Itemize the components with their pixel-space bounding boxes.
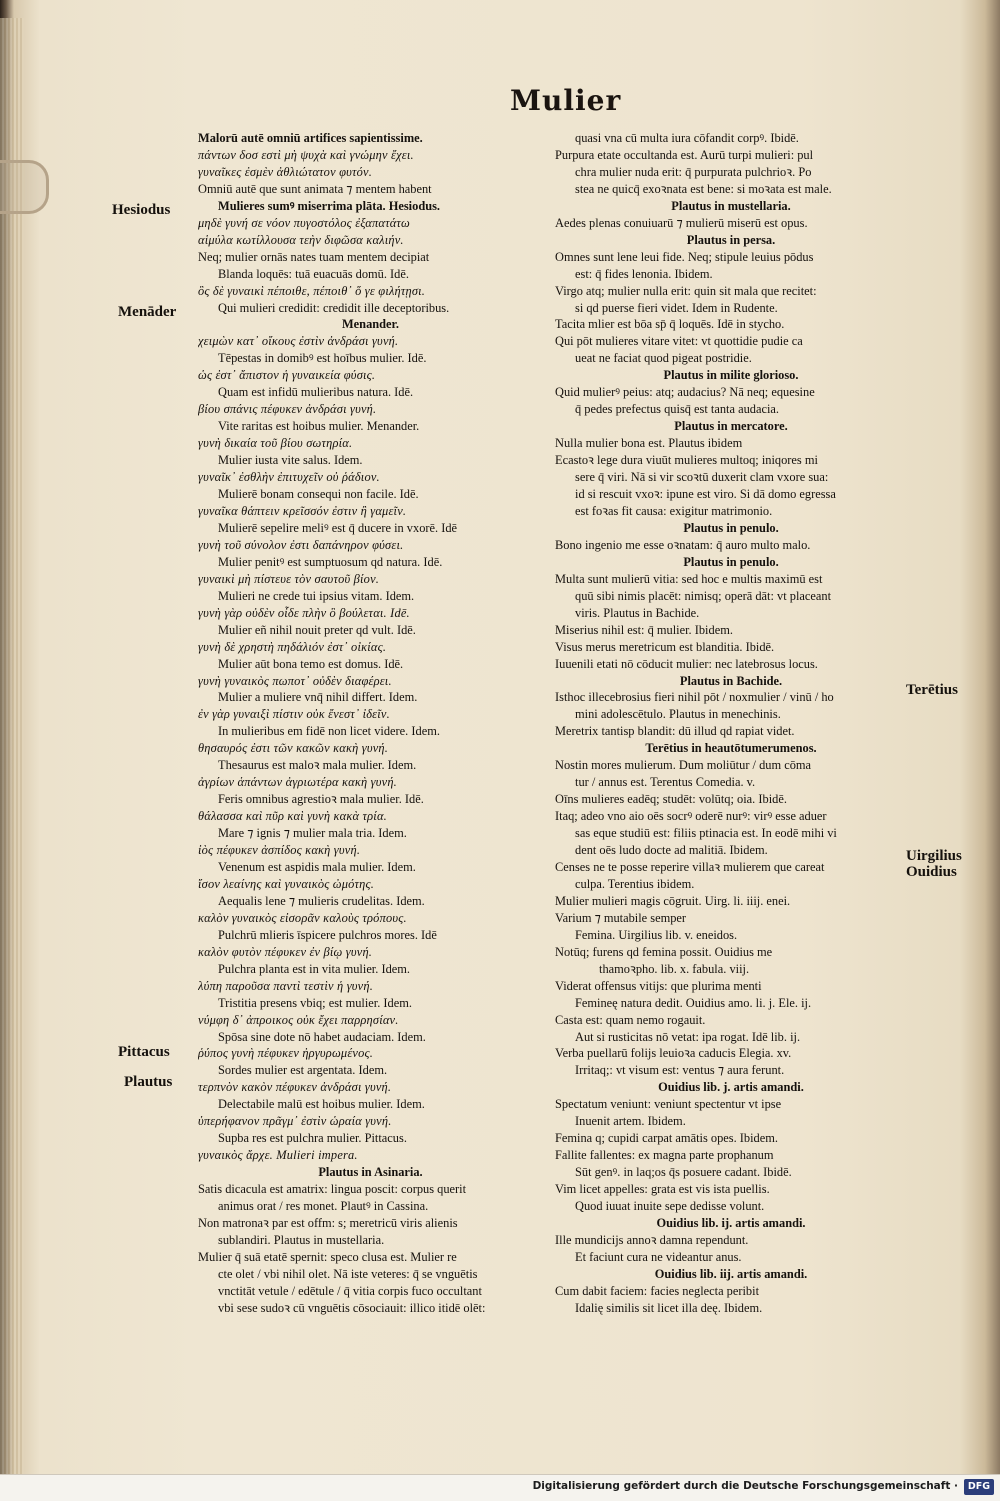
text-line: Mulierē bonam consequi non facile. Idē. bbox=[218, 487, 419, 502]
text-line: ἴσον λεαίνης καὶ γυναικὸς ὠμότης. bbox=[198, 876, 375, 891]
text-line: chra mulier nuda erit: q̄ purpurata pulchrioꝛ. Po bbox=[575, 164, 812, 179]
funding-credit: Digitalisierung gefördert durch die Deutsche Forschungsgemeinschaft · bbox=[532, 1480, 958, 1492]
text-line: Satis dicacula est amatrix: lingua poscit: corpus querit bbox=[198, 1182, 467, 1197]
right-text-column bbox=[555, 130, 907, 1317]
text-line: viris. Plautus in Bachide. bbox=[575, 605, 700, 620]
text-line: Pulchra planta est in vita mulier. Idem. bbox=[218, 961, 411, 976]
book-clasp bbox=[0, 160, 49, 214]
text-line: Tristitia presens vbiq; est mulier. Idem. bbox=[218, 995, 412, 1010]
text-line: Quid mulierꝰ peius: atq; audacius? Nā neq; equesine bbox=[555, 385, 815, 400]
text-line: γυναῖκ᾽ ἐσθλὴν ἐπιτυχεῖν οὐ ῥάδιον. bbox=[198, 470, 380, 485]
text-line: Delectabile malū est hoibus mulier. Idem. bbox=[218, 1097, 425, 1112]
text-line: Ouidius lib. j. artis amandi. bbox=[658, 1080, 804, 1095]
text-line: Mare ⁊ ignis ⁊ mulier mala tria. Idem. bbox=[218, 826, 407, 841]
text-line: Pulchrū mlieris īspicere pulchros mores. Idē bbox=[218, 927, 437, 942]
margin-name-virgilius: Uirgilius bbox=[906, 848, 962, 864]
text-line: γυνὴ γυναικὸς πωποτ᾽ οὐδὲν διαφέρει. bbox=[198, 673, 392, 688]
text-line: γυνὴ δὲ χρηστὴ πηδάλιόν ἐστ᾽ οἰκίας. bbox=[198, 639, 387, 654]
text-line: Irritaq;: vt visum est: ventus ⁊ aura ferunt. bbox=[575, 1063, 785, 1078]
text-line: ῥύπος γυνὴ πέφυκεν ἠργυρωμένος. bbox=[198, 1046, 374, 1061]
text-line: θησαυρός ἐστι τῶν κακῶν κακὴ γυνή. bbox=[198, 741, 389, 756]
digitization-footer bbox=[0, 1474, 1000, 1501]
dfg-logo: DFG bbox=[964, 1479, 994, 1495]
text-line: Iuuenili etati nō cōducit mulier: nec latebrosus locus. bbox=[555, 656, 818, 671]
text-line: Non matronaꝛ par est offm: s; meretricū viris alienis bbox=[198, 1216, 458, 1230]
text-line: Quam est infidū mulieribus natura. Idē. bbox=[218, 385, 414, 400]
text-line: In mulieribus em fidē non licet videre. Idem. bbox=[218, 724, 440, 739]
text-line: Plautus in penulo. bbox=[683, 554, 779, 569]
text-line: Femineę natura dedit. Ouidius amo. li. j. Ele. ij. bbox=[575, 995, 812, 1010]
text-line: q̄ pedes prefectus quisq̄ est tanta audacia. bbox=[575, 402, 780, 417]
text-line: ἀγρίων ἁπάντων ἀγριωτέρα κακὴ γυνή. bbox=[198, 775, 397, 790]
text-line: Mulier aūt bona temo est domus. Idē. bbox=[218, 656, 404, 671]
text-line: cte olet / vbi nihil olet. Nā iste veteres: q̄ se vnguētis bbox=[218, 1266, 478, 1281]
text-line: Varium ⁊ mutabile semper bbox=[555, 910, 687, 925]
text-line: tur / annus est. Terentus Comedia. v. bbox=[575, 775, 756, 790]
text-line: Sordes mulier est argentata. Idem. bbox=[218, 1063, 388, 1078]
text-line: vnctitāt vetule / edētule / q̄ vitia corpis fuco occultant bbox=[218, 1283, 482, 1298]
text-line: Mulierē sepelire meliꝰ est q̄ ducere in vxorē. Idē bbox=[218, 520, 458, 535]
text-line: Neq; mulier ornās nates tuam mentem decipiat bbox=[198, 249, 430, 264]
text-line: Aequalis lene ⁊ mulieris crudelitas. Idem. bbox=[218, 893, 425, 908]
text-line: Itaq; adeo vno aio oēs socrꝰ oderē nurꝰ: virꝰ esse aduer bbox=[555, 809, 827, 824]
text-line: Plautus in milite glorioso. bbox=[663, 368, 799, 383]
text-line: Mulier q̄ suā etatē spernit: speco clusa est. Mulier re bbox=[198, 1249, 457, 1264]
text-line: Mulier iusta vite salus. Idem. bbox=[218, 453, 363, 468]
text-line: id si rescuit vxoꝛ: ipune est viro. Si dā domo egressa bbox=[575, 487, 836, 502]
text-line: Aedes plenas conuiuarū ⁊ mulierū miserū est opus. bbox=[555, 215, 808, 230]
text-line: μηδὲ γυνή σε νόον πυγοστόλος ἐξαπατάτω bbox=[198, 215, 411, 230]
text-line: αἱμύλα κωτίλλουσα τεὴν διφῶσα καλιήν. bbox=[198, 232, 404, 247]
text-line: est foꝛas fit causa: exigitur matrimonio. bbox=[575, 503, 773, 518]
page-edges bbox=[0, 18, 24, 1478]
left-text-column bbox=[198, 130, 543, 1317]
text-line: Ille mundicijs annoꝛ damna rependunt. bbox=[555, 1232, 749, 1247]
text-line: Virgo atq; mulier nulla erit: quin sit mala que recitet: bbox=[555, 283, 817, 298]
text-line: Sūt genꝰ. in laq;os q̄s posuere cadant. Ibidē. bbox=[575, 1165, 792, 1180]
text-line: Plautus in persa. bbox=[686, 232, 776, 247]
text-line: Plautus in mustellaria. bbox=[671, 198, 791, 213]
text-line: mini adolescētulo. Plautus in menechinis. bbox=[575, 707, 781, 722]
text-line: Femina. Uirgilius lib. v. eneidos. bbox=[575, 927, 738, 942]
text-line: πάντων δοσ εστὶ μὴ ψυχὰ καὶ γνώμην ἔχει. bbox=[198, 147, 414, 162]
text-line: χειμὼν κατ᾽ οἴκους ἐστὶν ἀνδράσι γυνή. bbox=[198, 334, 399, 349]
text-line: Vim licet appelles: grata est vis ista puellis. bbox=[555, 1182, 770, 1197]
text-line: βίου σπάνις πέφυκεν ἀνδράσι γυνή. bbox=[198, 402, 377, 417]
text-line: Miserius nihil est: q̄ mulier. Ibidem. bbox=[555, 622, 733, 637]
text-line: γυνὴ γὰρ οὐδὲν οἶδε πλὴν ὃ βούλεται. Idē. bbox=[198, 605, 410, 620]
margin-name-pittacus: Pittacus bbox=[118, 1044, 170, 1060]
text-line: est: q̄ fides lenonia. Ibidem. bbox=[575, 266, 713, 281]
text-line: Feris omnibus agrestioꝛ mala mulier. Idē. bbox=[218, 792, 424, 807]
text-line: Bono ingenio me esse oꝛnatam: q̄ auro multo malo. bbox=[555, 537, 811, 552]
text-line: Spectatum veniunt: veniunt spectentur vt ipse bbox=[555, 1097, 782, 1112]
text-line: Spōsa sine dote nō habet audaciam. Idem. bbox=[218, 1029, 426, 1044]
text-line: Multa sunt mulierū vitia: sed hoc e multis maximū est bbox=[555, 571, 823, 586]
text-line: ὑπερήφανον πρᾶγμ᾽ ἐστὶν ὡραία γυνή. bbox=[198, 1114, 392, 1129]
text-line: Purpura etate occultanda est. Aurū turpi mulieri: pul bbox=[555, 147, 814, 162]
text-line: Viderat offensus vitijs: que plurima menti bbox=[555, 978, 762, 993]
text-line: Plautus in mercatore. bbox=[674, 419, 788, 434]
text-line: Qui pōt mulieres vitare vitet: vt quottidie pudie ca bbox=[555, 334, 803, 349]
text-line: Mulieri ne crede tui ipsius vitam. Idem. bbox=[218, 588, 415, 603]
text-line: Quod iuuat inuite sepe dedisse volunt. bbox=[575, 1199, 765, 1214]
text-line: Mulieres sumꝰ miserrima plāta. Hesiodus. bbox=[218, 198, 441, 213]
text-line: Venenum est aspidis mala mulier. Idem. bbox=[218, 859, 416, 874]
text-line: θάλασσα καὶ πῦρ καὶ γυνὴ κακὰ τρία. bbox=[198, 809, 387, 824]
text-line: quū sibi nimis placēt: nimisq; operā dāt: vt placeant bbox=[575, 588, 832, 603]
text-line: Plautus in penulo. bbox=[683, 520, 779, 535]
text-line: ἰὸς πέφυκεν ἀσπίδος κακὴ γυνή. bbox=[198, 843, 361, 858]
margin-name-menander: Menāder bbox=[118, 304, 177, 320]
text-line: animus orat / res monet. Plautꝰ in Cassina. bbox=[218, 1199, 429, 1214]
margin-name-hesiodus: Hesiodus bbox=[112, 202, 171, 218]
text-line: Nulla mulier bona est. Plautus ibidem bbox=[555, 436, 743, 451]
text-line: si qd puerse fieri videt. Idem in Rudente. bbox=[575, 300, 778, 315]
text-line: Aut si rusticitas nō vetat: ipa rogat. Idē lib. ij. bbox=[575, 1029, 801, 1044]
text-line: τερπνὸν κακὸν πέφυκεν ἀνδράσι γυνή. bbox=[198, 1080, 392, 1095]
text-line: Fallite fallentes: ex magna parte prophanum bbox=[555, 1148, 774, 1163]
text-line: Mulier mulieri magis cōgruit. Uirg. li. iiij. enei. bbox=[555, 893, 791, 908]
text-line: Notūq; furens qd femina possit. Ouidius me bbox=[555, 944, 773, 959]
text-line: γυναικὶ μὴ πίστευε τὸν σαυτοῦ βίον. bbox=[198, 571, 380, 586]
text-line: καλὸν γυναικὸς εἰσορᾶν καλοὺς τρόπους. bbox=[198, 910, 407, 925]
text-line: Censes ne te posse reperire villaꝛ mulierem que careat bbox=[555, 859, 825, 874]
text-line: ἐν γὰρ γυναιξὶ πίστιν οὐκ ἔνεστ᾽ ἰδεῖν. bbox=[198, 707, 390, 722]
text-line: Tēpestas in domibꝰ est hoībus mulier. Idē. bbox=[218, 351, 427, 366]
margin-name-terentius: Terētius bbox=[906, 682, 958, 698]
text-line: γυναικὸς ἄρχε. Mulieri impera. bbox=[198, 1148, 358, 1163]
text-line: Omnes sunt lene leui fide. Neq; stipule leuius pōdus bbox=[555, 249, 814, 264]
text-line: Isthoc illecebrosius fieri nihil pōt / noxmulier / vinū / ho bbox=[555, 690, 834, 705]
text-line: Ouidius lib. iij. artis amandi. bbox=[654, 1266, 808, 1281]
text-line: ueat ne faciat quod pigeat postridie. bbox=[575, 351, 752, 366]
text-line: culpa. Terentius ibidem. bbox=[575, 876, 695, 891]
margin-name-plautus: Plautus bbox=[124, 1074, 173, 1090]
text-line: Blanda loquēs: tuā euacuās domū. Idē. bbox=[218, 266, 409, 281]
text-line: Malorū autē omniū artifices sapientissime. bbox=[198, 131, 423, 145]
text-line: Mulier penitꝰ est sumptuosum qd natura. Idē. bbox=[218, 554, 443, 569]
text-line: Idalię similis sit licet illa deę. Ibidem. bbox=[575, 1300, 763, 1315]
text-line: dent oēs ludo docte ad malitiā. Ibidem. bbox=[575, 843, 768, 858]
text-line: νύμφη δ᾽ ἀπροικος οὐκ ἔχει παρρησίαν. bbox=[198, 1012, 399, 1027]
text-line: Cum dabit faciem: facies neglecta peribit bbox=[555, 1283, 760, 1298]
text-line: Mulier eñ nihil nouit preter qd vult. Idē. bbox=[218, 622, 416, 637]
page-headword: Mulier bbox=[510, 84, 622, 117]
text-line: γυνὴ δικαία τοῦ βίου σωτηρία. bbox=[198, 436, 353, 451]
text-line: vbi sese sudoꝛ cū vnguētis cōsociauit: illico itidē olēt: bbox=[218, 1300, 486, 1315]
text-line: Casta est: quam nemo rogauit. bbox=[555, 1012, 706, 1027]
text-line: ὡς ἐστ᾽ ἄπιστον ἡ γυναικεία φύσις. bbox=[198, 368, 376, 383]
text-line: Vite raritas est hoibus mulier. Menander. bbox=[218, 419, 420, 434]
margin-name-ovidius: Ouidius bbox=[906, 864, 957, 880]
text-line: sublandiri. Plautus in mustellaria. bbox=[218, 1232, 385, 1247]
show-through bbox=[140, 92, 280, 118]
text-line: stea ne quicq̄ exoꝛnata est bene: si moꝛata est male. bbox=[575, 181, 832, 196]
text-line: Menander. bbox=[341, 317, 400, 332]
text-line: Oīns mulieres eadēq; studēt: volūtq; oia. Ibidē. bbox=[555, 792, 787, 807]
text-line: γυνὴ τοῦ σύνολον ἐστι δαπάνηρον φύσει. bbox=[198, 537, 404, 552]
text-line: Inuenit artem. Ibidem. bbox=[575, 1114, 686, 1129]
text-line: Tacita mlier est bōa sp̄ q̄ loquēs. Idē in stycho. bbox=[555, 317, 785, 332]
text-line: καλὸν φυτὸν πέφυκεν ἐν βίῳ γυνή. bbox=[198, 944, 373, 959]
text-line: Qui mulieri credidit: credidit ille deceptoribus. bbox=[218, 300, 450, 315]
text-line: Nostin mores mulierum. Dum moliūtur / dum cōma bbox=[555, 758, 812, 773]
text-line: γυναῖκα θάπτειν κρεῖσσόν ἐστιν ἢ γαμεῖν. bbox=[198, 503, 407, 518]
text-line: sere q̄ viri. Nā si vir scoꝛtū duxerit clam vxore sua: bbox=[575, 470, 829, 485]
text-line: γυναῖκες ἐσμὲν ἀθλιώτατον φυτόν. bbox=[198, 164, 373, 179]
text-line: Mulier a muliere vnq̄ nihil differt. Idem. bbox=[218, 690, 418, 705]
text-line: quasi vna cū multa iura cōfandit corpꝰ. Ibidē. bbox=[575, 131, 799, 145]
text-line: sas eque studiū est: filiis ptinacia est. In eodē mihi vi bbox=[575, 826, 837, 841]
text-line: thamoꝛpho. lib. x. fabula. viij. bbox=[599, 961, 750, 976]
text-line: Omniū autē que sunt animata ⁊ mentem habent bbox=[198, 181, 432, 196]
text-line: Plautus in Asinaria. bbox=[318, 1165, 423, 1180]
text-line: Plautus in Bachide. bbox=[679, 673, 783, 688]
text-line: ὃς δὲ γυναικὶ πέποιθε, πέποιθ᾽ ὅ γε φιλήτῃσι. bbox=[198, 283, 426, 298]
text-line: λύπη παροῦσα παντὶ τεστὶν ἡ γυνή. bbox=[198, 978, 374, 993]
text-line: Ecastoꝛ lege dura viuūt mulieres multoq; iniqores mi bbox=[555, 453, 818, 468]
text-line: Supba res est pulchra mulier. Pittacus. bbox=[218, 1131, 407, 1146]
text-line: Visus merus meretricum est blanditia. Ibidē. bbox=[555, 639, 775, 654]
text-line: Terētius in heautōtumerumenos. bbox=[645, 741, 817, 756]
text-line: Et faciunt cura ne videantur anus. bbox=[575, 1249, 742, 1264]
text-line: Ouidius lib. ij. artis amandi. bbox=[656, 1216, 806, 1230]
text-line: Thesaurus est maloꝛ mala mulier. Idem. bbox=[218, 758, 417, 773]
text-line: Meretrix tantisp blandit: dū illud qd rapiat videt. bbox=[555, 724, 795, 739]
text-line: Femina q; cupidi carpat amātis opes. Ibidem. bbox=[555, 1131, 778, 1146]
text-line: Verba puellarū folijs leuioꝛa caducis Elegia. xv. bbox=[555, 1046, 792, 1061]
